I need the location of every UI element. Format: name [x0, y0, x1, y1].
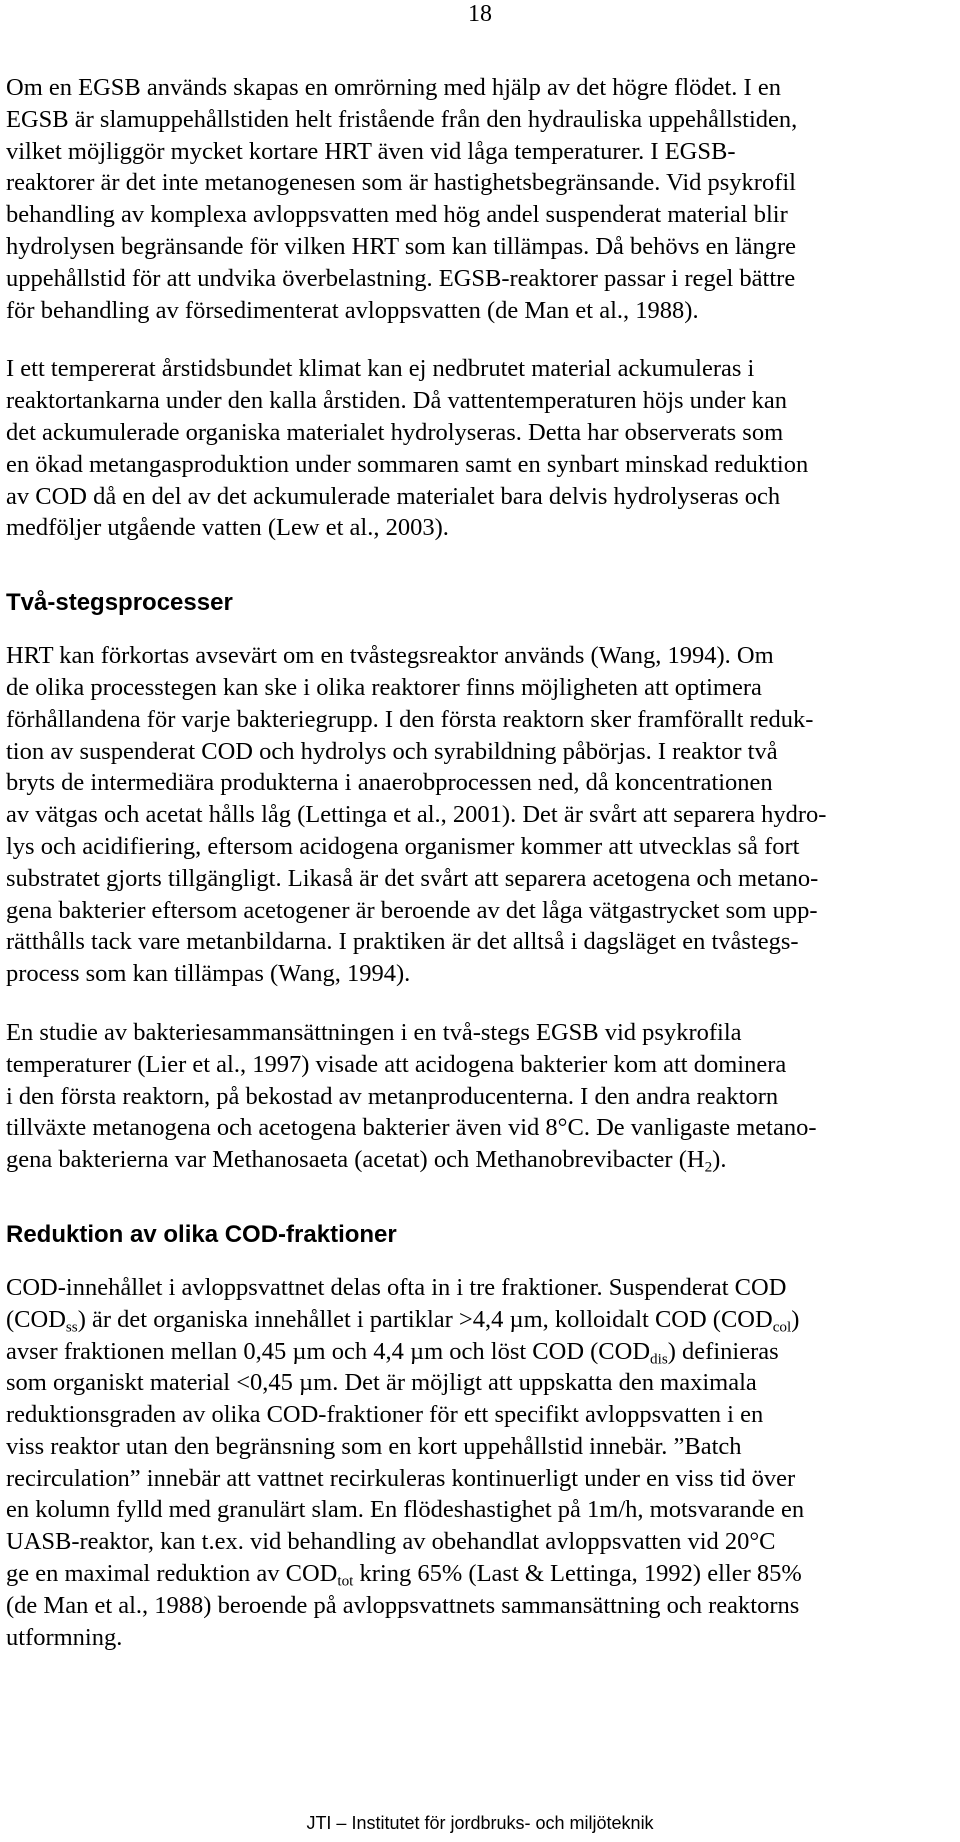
- text-line: [6, 1336, 954, 1368]
- text-line: det ackumulerade organiska materialet hydrolyseras. Detta har observerats som: [6, 418, 784, 446]
- text-line: i den första reaktorn, på bekostad av metanproducenterna. I den andra reaktorn: [6, 1082, 779, 1110]
- subscript: 2: [704, 1158, 713, 1176]
- text-line: recirculation” innebär att vattnet recirkuleras kontinuerligt under en viss tid över: [6, 1464, 796, 1492]
- text-line: EGSB är slamuppehållstiden helt fristående från den hydrauliska uppehållstiden,: [6, 105, 798, 133]
- text-line: viss reaktor utan den begränsning som en kort uppehållstid innebär. ”Batch: [6, 1432, 742, 1460]
- text-line: reaktorer är det inte metanogenesen som är hastighetsbegränsande. Vid psykrofil: [6, 169, 796, 197]
- text-fragment: kring 65% (Last & Lettinga, 1992) eller 85%: [353, 1560, 802, 1588]
- page-footer: JTI – Institutet för jordbruks- och miljöteknik: [306, 1813, 654, 1833]
- paragraph-bacteria-study: [6, 1017, 954, 1176]
- page-number: 18: [468, 1, 492, 27]
- text-line: reaktortankarna under den kalla årstiden. Då vattentemperaturen höjs under kan: [6, 387, 787, 415]
- text-line: Om en EGSB används skapas en omrörning med hjälp av det högre flödet. I en: [6, 74, 781, 101]
- text-line: gena bakterier eftersom acetogener är beroende av det låga vätgastrycket som upp-: [6, 896, 818, 924]
- text-line: förhållandena för varje bakteriegrupp. I den första reaktorn sker framförallt reduk-: [6, 705, 814, 733]
- text-fragment: gena bakterierna var Methanosaeta (acetat) och Methanobrevibacter (H: [6, 1146, 705, 1174]
- section-heading: Två-stegsprocesser: [6, 589, 233, 617]
- paragraph-two-stage: [6, 640, 954, 990]
- text-fragment: (COD: [6, 1305, 66, 1333]
- text-line: UASB-reaktor, kan t.ex. vid behandling av obehandlat avloppsvatten vid 20°C: [6, 1528, 776, 1556]
- text-line: medföljer utgående vatten (Lew et al., 2003).: [6, 514, 449, 542]
- text-line: utformning.: [6, 1623, 123, 1651]
- paragraph-climate: [6, 353, 954, 544]
- text-line: hydrolysen begränsande för vilken HRT som kan tillämpas. Då behövs en längre: [6, 232, 797, 260]
- paragraph-cod-fractions: [6, 1272, 954, 1654]
- text-line: uppehållstid för att undvika överbelastning. EGSB-reaktorer passar i regel bättre: [6, 264, 796, 292]
- text-line: en kolumn fylld med granulärt slam. En flödeshastighet på 1m/h, motsvarande en: [6, 1496, 805, 1524]
- subscript: tot: [337, 1572, 354, 1590]
- text-fragment: ) definieras: [667, 1337, 779, 1365]
- text-line: behandling av komplexa avloppsvatten med hög andel suspenderat material blir: [6, 201, 788, 229]
- text-line: lys och acidifiering, eftersom acidogena organismer kommer att utvecklas så fort: [6, 832, 800, 860]
- text-line: av COD då en del av det ackumulerade materialet bara delvis hydrolyseras och: [6, 482, 781, 510]
- text-line: COD-innehållet i avloppsvattnet delas ofta in i tre fraktioner. Suspenderat COD: [6, 1273, 787, 1301]
- text-fragment: ) är det organiska innehållet i partiklar >4,4 µm, kolloidalt COD (COD: [77, 1305, 773, 1333]
- text-line: (de Man et al., 1988) beroende på avloppsvattnets sammansättning och reaktorns: [6, 1591, 800, 1619]
- text-line: HRT kan förkortas avsevärt om en tvåstegsreaktor används (Wang, 1994). Om: [6, 642, 774, 670]
- text-line: [6, 1304, 954, 1336]
- paragraph-egsb: [6, 72, 954, 326]
- subscript: col: [772, 1318, 792, 1336]
- text-line: bryts de intermediära produkterna i anaerobprocessen ned, då koncentrationen: [6, 769, 773, 797]
- text-line: rätthålls tack vare metanbildarna. I praktiken är det alltså i dagsläget en tvåstegs-: [6, 928, 799, 956]
- text-line: för behandling av försedimenterat avloppsvatten (de Man et al., 1988).: [6, 296, 699, 324]
- text-fragment: ge en maximal reduktion av COD: [6, 1560, 338, 1588]
- text-line: som organiskt material <0,45 µm. Det är möjligt att uppskatta den maximala: [6, 1369, 757, 1397]
- text-fragment: ).: [712, 1146, 727, 1174]
- document-body: [6, 72, 954, 1680]
- text-line: en ökad metangasproduktion under sommaren samt en synbart minskad reduktion: [6, 450, 809, 478]
- subscript: ss: [65, 1318, 78, 1336]
- section-heading: Reduktion av olika COD-fraktioner: [6, 1220, 397, 1248]
- text-line: tion av suspenderat COD och hydrolys och syrabildning påbörjas. I reaktor två: [6, 737, 778, 765]
- text-line: [6, 1144, 954, 1176]
- subscript: dis: [650, 1350, 668, 1368]
- text-line: substratet gjorts tillgängligt. Likaså är det svårt att separera acetogena och metano-: [6, 864, 819, 892]
- text-line: process som kan tillämpas (Wang, 1994).: [6, 960, 411, 988]
- text-line: En studie av bakteriesammansättningen i en två-stegs EGSB vid psykrofila: [6, 1018, 742, 1046]
- text-line: tillväxte metanogena och acetogena bakterier även vid 8°C. De vanligaste metano-: [6, 1114, 817, 1142]
- text-line: av vätgas och acetat hålls låg (Lettinga et al., 2001). Det är svårt att separera hydro-: [6, 801, 827, 829]
- text-fragment: avser fraktionen mellan 0,45 µm och 4,4 µm och löst COD (COD: [6, 1337, 651, 1365]
- text-line: [6, 1558, 954, 1590]
- text-line: I ett tempererat årstidsbundet klimat kan ej nedbrutet material ackumuleras i: [6, 355, 755, 383]
- text-line: de olika processtegen kan ske i olika reaktorer finns möjligheten att optimera: [6, 673, 762, 701]
- text-fragment: ): [791, 1305, 800, 1333]
- text-line: reduktionsgraden av olika COD-fraktioner för ett specifikt avloppsvatten i en: [6, 1401, 764, 1429]
- text-line: temperaturer (Lier et al., 1997) visade att acidogena bakterier kom att dominera: [6, 1050, 787, 1078]
- text-line: vilket möjliggör mycket kortare HRT även vid låga temperaturer. I EGSB-: [6, 137, 736, 165]
